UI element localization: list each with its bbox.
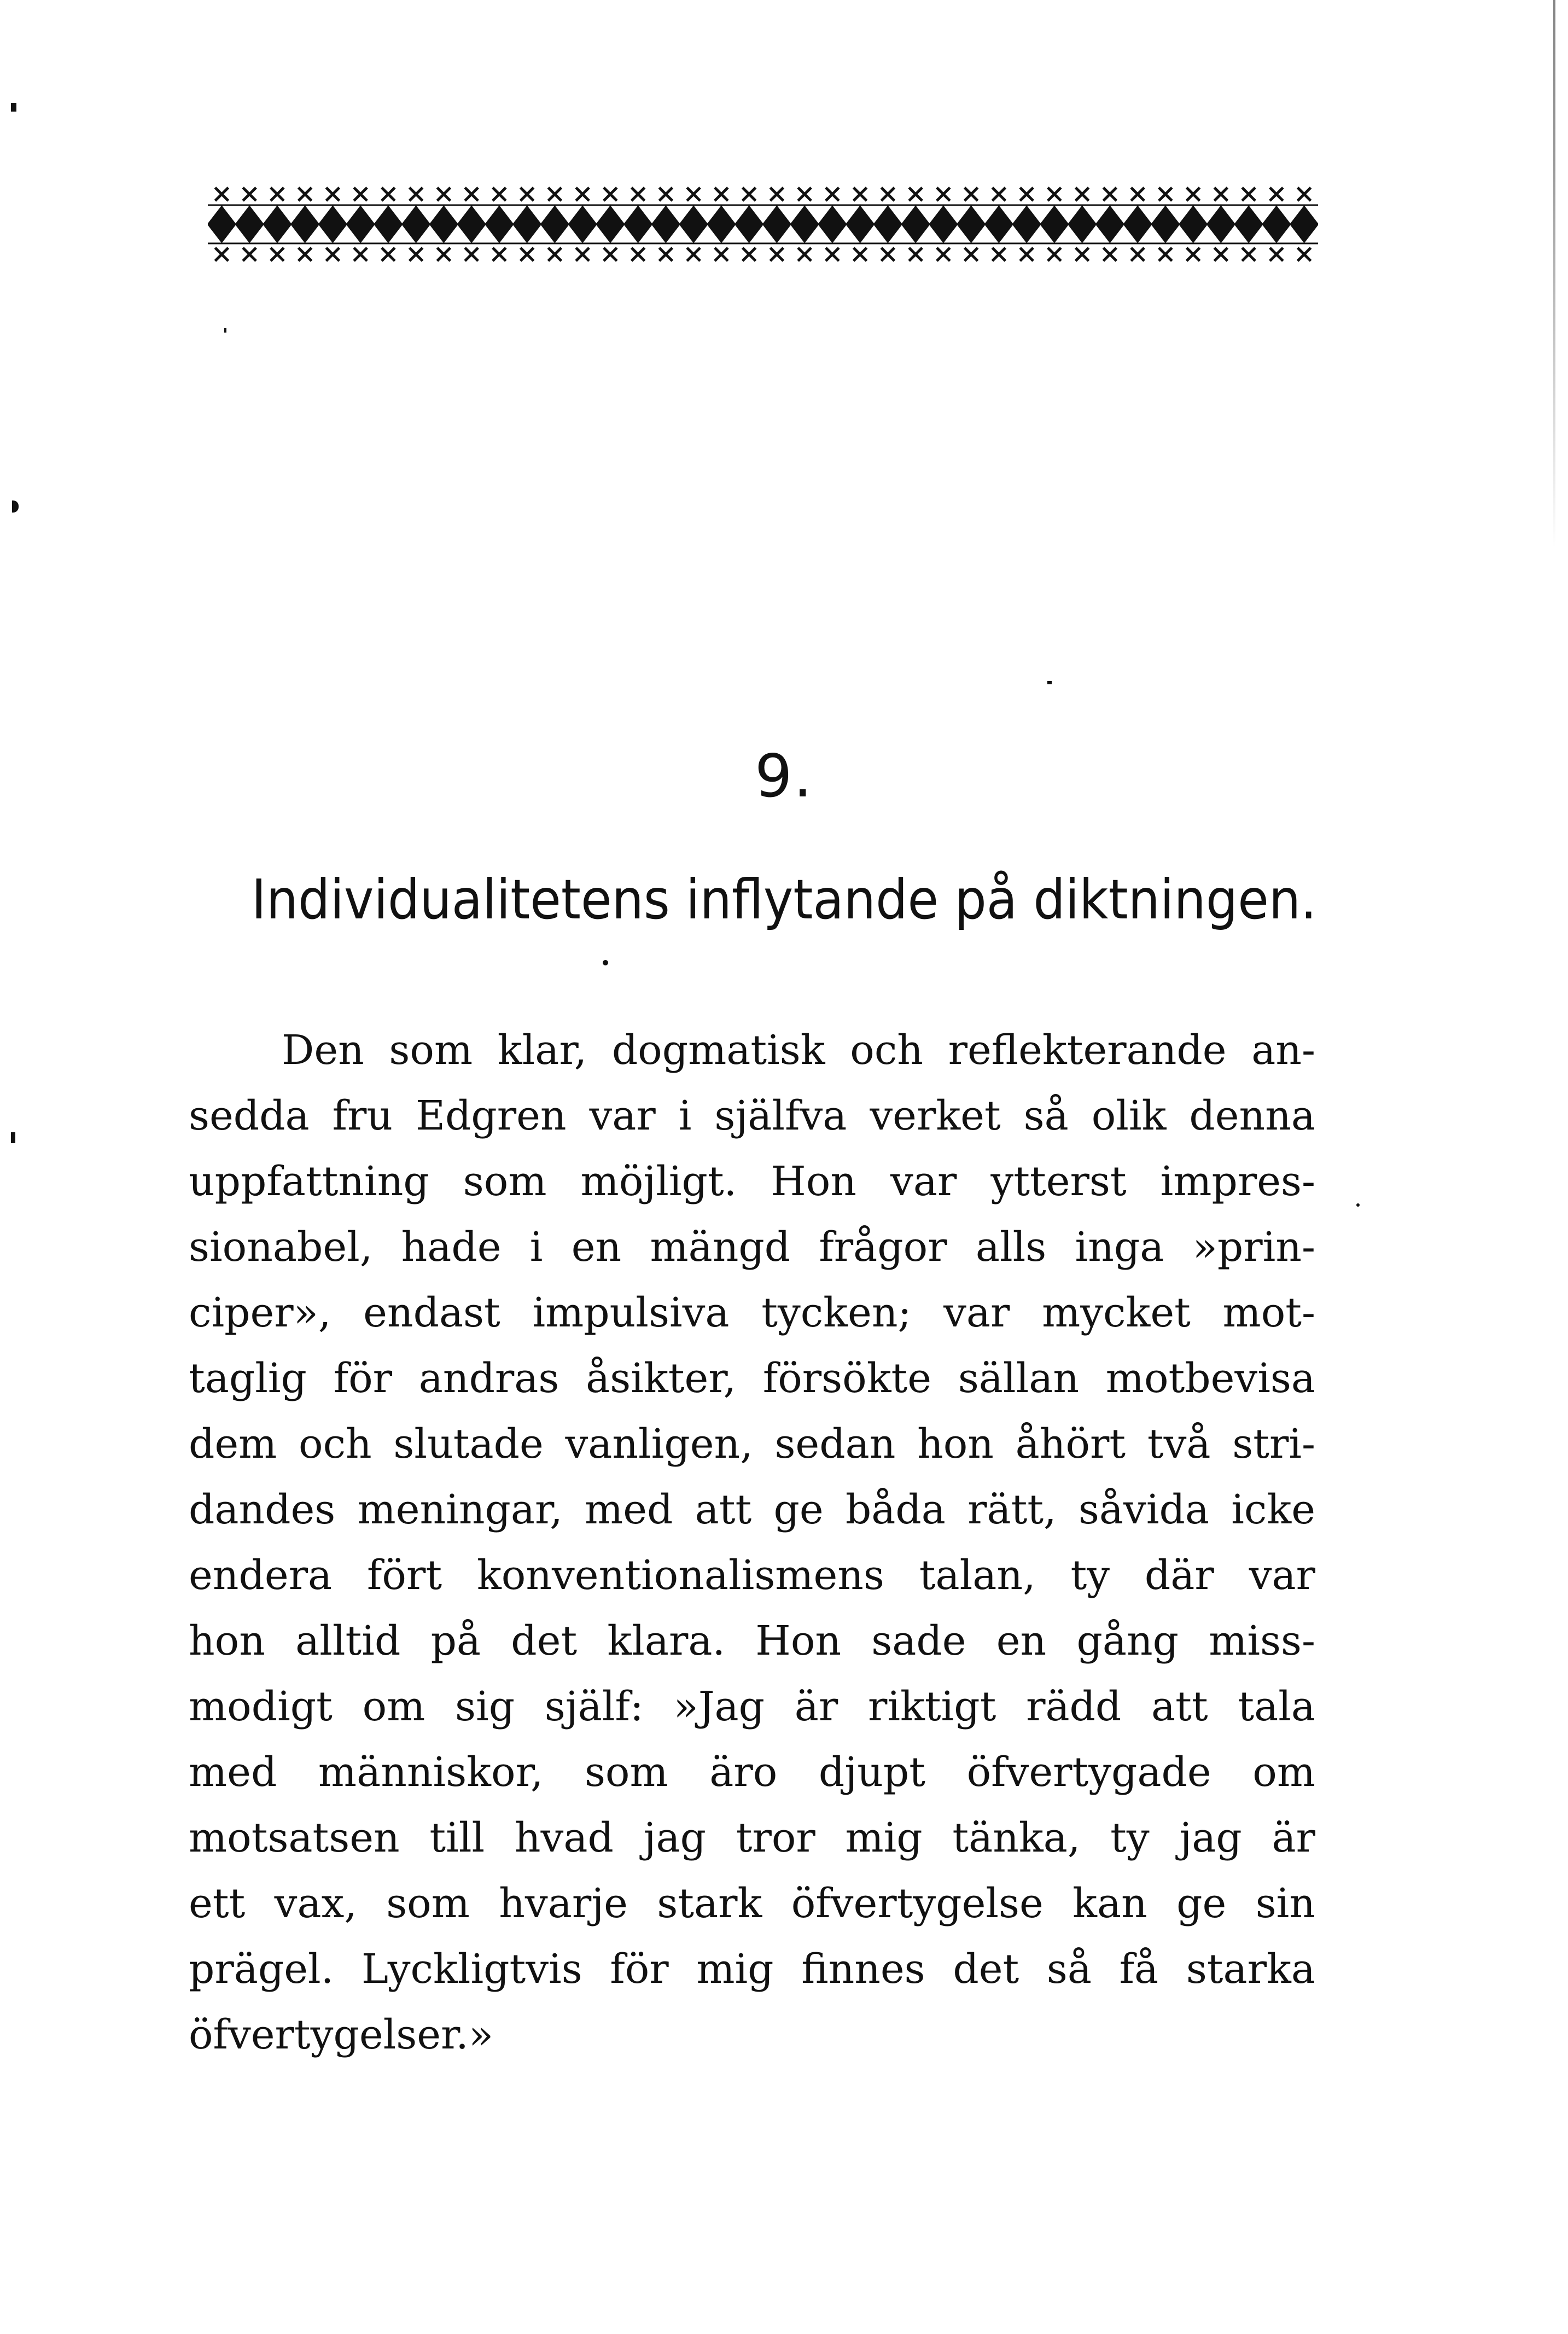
text-line: uppfattning som möjligt. Hon var ytterst impres- <box>189 1158 1315 1205</box>
text-line: sedda fru Edgren var i själfva verket så olik denna <box>189 1092 1315 1139</box>
text-line: modigt om sig själf: »Jag är riktigt rädd att tala <box>189 1683 1315 1730</box>
scan-mark-lower <box>11 1132 15 1143</box>
text-line: dem och slutade vanligen, sedan hon åhört två stri- <box>189 1421 1315 1468</box>
text-line: ett vax, som hvarje stark öfvertygelse kan ge sin <box>189 1880 1315 1927</box>
text-line: sionabel, hade i en mängd frågor alls inga »prin- <box>189 1224 1315 1271</box>
chapter-title: Individualitetens inflytande på diktningen. <box>251 868 1317 932</box>
scan-mark-top <box>11 103 16 112</box>
text-line: med människor, som äro djupt öfvertygade om <box>189 1749 1315 1796</box>
text-line: prägel. Lyckligtvis för mig finnes det så få starka <box>189 1946 1315 1993</box>
speck <box>603 960 608 965</box>
speck <box>1047 681 1052 684</box>
text-line: öfvertygelser.» <box>189 2011 494 2058</box>
text-line: endera fört konventionalismens talan, ty där var <box>189 1552 1315 1599</box>
text-line: dandes meningar, med att ge båda rätt, såvida icke <box>189 1486 1315 1533</box>
text-line: Den som klar, dogmatisk och reflekterande an- <box>282 1027 1315 1074</box>
cross-stitch-border-icon <box>208 183 1318 265</box>
text-line: taglig för andras åsikter, försökte sällan motbevisa <box>189 1355 1315 1402</box>
text-line: motsatsen till hvad jag tror mig tänka, ty jag är <box>189 1814 1315 1861</box>
chapter-number: 9. <box>754 742 814 811</box>
body-paragraph <box>189 1017 1315 2068</box>
scan-mark-middle <box>12 500 19 513</box>
text-line: ciper», endast impulsiva tycken; var mycket mot- <box>189 1289 1315 1336</box>
speck <box>1356 1203 1360 1207</box>
page-edge-shadow <box>1553 0 1555 547</box>
speck <box>224 328 226 333</box>
text-line: hon alltid på det klara. Hon sade en gång miss- <box>189 1617 1315 1664</box>
